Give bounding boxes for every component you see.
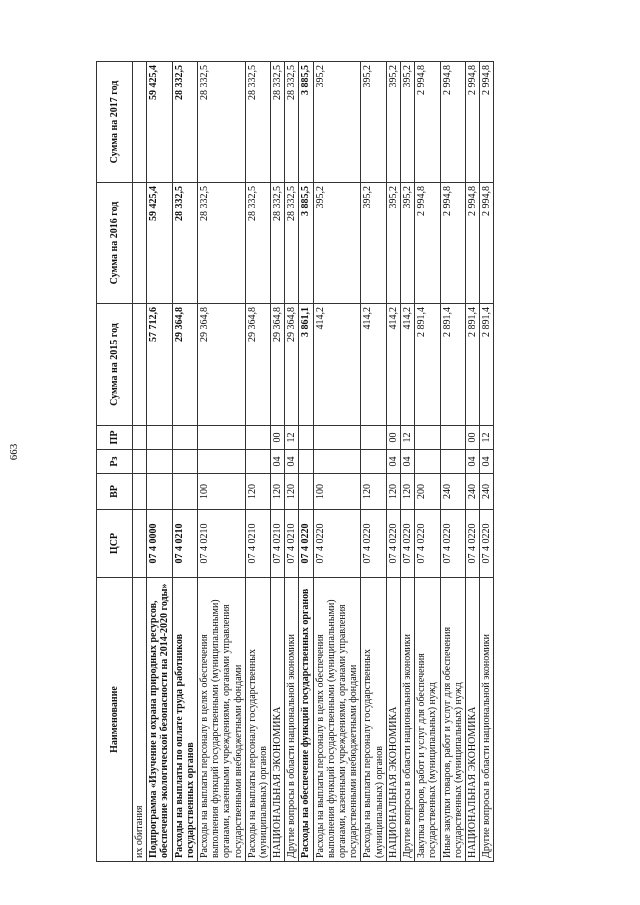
header-sum-2016: Сумма на 2016 год bbox=[97, 183, 133, 304]
cell-vr: 120 bbox=[386, 474, 400, 510]
cell-name: НАЦИОНАЛЬНАЯ ЭКОНОМИКА bbox=[386, 578, 400, 862]
cell-rz bbox=[415, 450, 440, 474]
cell-vr bbox=[147, 474, 172, 510]
cell-vr: 100 bbox=[197, 474, 245, 510]
table-row bbox=[245, 62, 270, 862]
table-body bbox=[133, 62, 494, 862]
cell-sum-2017: 28 332,5 bbox=[271, 62, 285, 183]
cell-sum-2016: 28 332,5 bbox=[245, 183, 270, 304]
cell-vr: 240 bbox=[480, 474, 494, 510]
cell-sum-2016: 28 332,5 bbox=[172, 183, 197, 304]
cell-name: НАЦИОНАЛЬНАЯ ЭКОНОМИКА bbox=[465, 578, 479, 862]
cell-name: Другие вопросы в области национальной экономики bbox=[400, 578, 414, 862]
page-number: 663 bbox=[8, 443, 20, 461]
table-row bbox=[133, 62, 147, 862]
cell-sum-2017: 395,2 bbox=[386, 62, 400, 183]
table-row bbox=[313, 62, 361, 862]
cell-sum-2017 bbox=[133, 62, 147, 183]
cell-csr: 07 4 0220 bbox=[400, 510, 414, 578]
cell-name: Расходы на выплаты персоналу в целях обеспечения выполнения функций государственными (муниципальными) органами, казенными учреждениями, органами управления государственными внебюджетными фондами bbox=[197, 578, 245, 862]
cell-vr: 120 bbox=[245, 474, 270, 510]
cell-csr: 07 4 0220 bbox=[386, 510, 400, 578]
table-row bbox=[400, 62, 414, 862]
cell-sum-2016: 28 332,5 bbox=[271, 183, 285, 304]
cell-sum-2017: 395,2 bbox=[400, 62, 414, 183]
cell-vr: 120 bbox=[400, 474, 414, 510]
cell-sum-2016: 395,2 bbox=[400, 183, 414, 304]
cell-sum-2015: 29 364,8 bbox=[172, 304, 197, 426]
cell-sum-2017: 28 332,5 bbox=[245, 62, 270, 183]
cell-csr: 07 4 0000 bbox=[147, 510, 172, 578]
cell-name: Подпрограмма «Изучение и охрана природных ресурсов, обеспечение экологической безопасности на 2014-2020 годы» bbox=[147, 578, 172, 862]
table-header-row bbox=[97, 62, 133, 862]
cell-sum-2015: 414,2 bbox=[313, 304, 361, 426]
cell-name: Другие вопросы в области национальной экономики bbox=[285, 578, 299, 862]
table-row bbox=[172, 62, 197, 862]
cell-pr bbox=[197, 426, 245, 450]
table-row bbox=[271, 62, 285, 862]
cell-sum-2016: 2 994,8 bbox=[465, 183, 479, 304]
cell-vr: 200 bbox=[415, 474, 440, 510]
cell-sum-2016: 2 994,8 bbox=[440, 183, 465, 304]
cell-csr: 07 4 0220 bbox=[299, 510, 313, 578]
cell-sum-2017: 2 994,8 bbox=[415, 62, 440, 183]
cell-pr: 00 bbox=[465, 426, 479, 450]
table-row bbox=[361, 62, 386, 862]
cell-csr: 07 4 0220 bbox=[465, 510, 479, 578]
cell-name: Другие вопросы в области национальной экономики bbox=[480, 578, 494, 862]
cell-pr bbox=[299, 426, 313, 450]
cell-sum-2016: 2 994,8 bbox=[480, 183, 494, 304]
cell-sum-2015: 2 891,4 bbox=[415, 304, 440, 426]
cell-sum-2015: 29 364,8 bbox=[245, 304, 270, 426]
cell-rz bbox=[133, 450, 147, 474]
header-rz: Рз bbox=[97, 450, 133, 474]
table-row bbox=[386, 62, 400, 862]
cell-sum-2017: 2 994,8 bbox=[440, 62, 465, 183]
cell-sum-2015 bbox=[133, 304, 147, 426]
cell-csr: 07 4 0210 bbox=[271, 510, 285, 578]
cell-name: Иные закупки товаров, работ и услуг для обеспечения государственных (муниципальных) нужд bbox=[440, 578, 465, 862]
cell-pr bbox=[245, 426, 270, 450]
header-name: Наименование bbox=[97, 578, 133, 862]
cell-rz bbox=[299, 450, 313, 474]
cell-name: Расходы на выплаты персоналу государственных (муниципальных) органов bbox=[361, 578, 386, 862]
cell-sum-2016: 2 994,8 bbox=[415, 183, 440, 304]
cell-vr: 240 bbox=[440, 474, 465, 510]
cell-csr: 07 4 0220 bbox=[415, 510, 440, 578]
cell-sum-2016: 395,2 bbox=[313, 183, 361, 304]
table-row bbox=[299, 62, 313, 862]
cell-sum-2017: 28 332,5 bbox=[197, 62, 245, 183]
table-row bbox=[415, 62, 440, 862]
cell-vr: 100 bbox=[313, 474, 361, 510]
cell-name: их обитания bbox=[133, 578, 147, 862]
cell-sum-2017: 3 885,5 bbox=[299, 62, 313, 183]
cell-rz: 04 bbox=[465, 450, 479, 474]
cell-csr: 07 4 0210 bbox=[245, 510, 270, 578]
cell-sum-2015: 2 891,4 bbox=[480, 304, 494, 426]
cell-rz bbox=[245, 450, 270, 474]
cell-rz: 04 bbox=[480, 450, 494, 474]
cell-csr: 07 4 0220 bbox=[440, 510, 465, 578]
cell-vr: 120 bbox=[271, 474, 285, 510]
cell-sum-2017: 59 425,4 bbox=[147, 62, 172, 183]
header-sum-2017: Сумма на 2017 год bbox=[97, 62, 133, 183]
cell-rz bbox=[440, 450, 465, 474]
cell-sum-2015: 3 861,1 bbox=[299, 304, 313, 426]
cell-sum-2015: 29 364,8 bbox=[271, 304, 285, 426]
cell-sum-2015: 2 891,4 bbox=[465, 304, 479, 426]
cell-sum-2015: 2 891,4 bbox=[440, 304, 465, 426]
cell-sum-2015: 414,2 bbox=[361, 304, 386, 426]
cell-vr: 120 bbox=[361, 474, 386, 510]
cell-pr: 00 bbox=[271, 426, 285, 450]
cell-pr bbox=[172, 426, 197, 450]
cell-pr bbox=[133, 426, 147, 450]
table-row bbox=[440, 62, 465, 862]
cell-pr: 00 bbox=[386, 426, 400, 450]
cell-vr bbox=[299, 474, 313, 510]
cell-sum-2017: 2 994,8 bbox=[465, 62, 479, 183]
cell-rz: 04 bbox=[285, 450, 299, 474]
cell-pr bbox=[313, 426, 361, 450]
table-row bbox=[465, 62, 479, 862]
cell-pr bbox=[440, 426, 465, 450]
cell-vr: 240 bbox=[465, 474, 479, 510]
cell-sum-2016 bbox=[133, 183, 147, 304]
table-row bbox=[147, 62, 172, 862]
cell-csr: 07 4 0220 bbox=[361, 510, 386, 578]
header-csr: ЦСР bbox=[97, 510, 133, 578]
header-sum-2015: Сумма на 2015 год bbox=[97, 304, 133, 426]
cell-sum-2016: 28 332,5 bbox=[197, 183, 245, 304]
cell-sum-2015: 414,2 bbox=[386, 304, 400, 426]
cell-name: Расходы на выплаты по оплате труда работников государственных органов bbox=[172, 578, 197, 862]
cell-sum-2017: 2 994,8 bbox=[480, 62, 494, 183]
cell-rz bbox=[361, 450, 386, 474]
cell-sum-2015: 29 364,8 bbox=[197, 304, 245, 426]
cell-name: Закупка товаров, работ и услуг для обеспечения государственных (муниципальных) нужд bbox=[415, 578, 440, 862]
cell-sum-2016: 395,2 bbox=[361, 183, 386, 304]
cell-name: НАЦИОНАЛЬНАЯ ЭКОНОМИКА bbox=[271, 578, 285, 862]
cell-sum-2015: 29 364,8 bbox=[285, 304, 299, 426]
cell-sum-2016: 3 885,5 bbox=[299, 183, 313, 304]
cell-pr: 12 bbox=[400, 426, 414, 450]
rotated-table-container bbox=[96, 61, 494, 862]
cell-name: Расходы на выплаты персоналу государственных (муниципальных) органов bbox=[245, 578, 270, 862]
cell-vr: 120 bbox=[285, 474, 299, 510]
cell-rz bbox=[147, 450, 172, 474]
cell-csr: 07 4 0210 bbox=[197, 510, 245, 578]
budget-table bbox=[96, 61, 494, 862]
cell-sum-2017: 28 332,5 bbox=[285, 62, 299, 183]
cell-sum-2017: 395,2 bbox=[361, 62, 386, 183]
cell-pr: 12 bbox=[480, 426, 494, 450]
cell-csr: 07 4 0210 bbox=[172, 510, 197, 578]
cell-pr: 12 bbox=[285, 426, 299, 450]
cell-csr bbox=[133, 510, 147, 578]
cell-pr bbox=[361, 426, 386, 450]
cell-sum-2016: 395,2 bbox=[386, 183, 400, 304]
table-row bbox=[197, 62, 245, 862]
cell-rz: 04 bbox=[400, 450, 414, 474]
header-vr: ВР bbox=[97, 474, 133, 510]
table-row bbox=[480, 62, 494, 862]
cell-vr bbox=[172, 474, 197, 510]
cell-rz: 04 bbox=[386, 450, 400, 474]
cell-sum-2016: 28 332,5 bbox=[285, 183, 299, 304]
cell-rz bbox=[197, 450, 245, 474]
cell-csr: 07 4 0220 bbox=[313, 510, 361, 578]
cell-rz bbox=[172, 450, 197, 474]
cell-sum-2017: 28 332,5 bbox=[172, 62, 197, 183]
cell-sum-2017: 395,2 bbox=[313, 62, 361, 183]
cell-vr bbox=[133, 474, 147, 510]
cell-sum-2015: 57 712,6 bbox=[147, 304, 172, 426]
cell-sum-2015: 414,2 bbox=[400, 304, 414, 426]
cell-name: Расходы на выплаты персоналу в целях обеспечения выполнения функций государственными (муниципальными) органами, казенными учреждениями, органами управления государственными внебюджетными фондами bbox=[313, 578, 361, 862]
table-row bbox=[285, 62, 299, 862]
cell-sum-2016: 59 425,4 bbox=[147, 183, 172, 304]
cell-pr bbox=[147, 426, 172, 450]
cell-name: Расходы на обеспечение функций государственных органов bbox=[299, 578, 313, 862]
cell-csr: 07 4 0220 bbox=[480, 510, 494, 578]
header-pr: ПР bbox=[97, 426, 133, 450]
cell-rz: 04 bbox=[271, 450, 285, 474]
cell-pr bbox=[415, 426, 440, 450]
cell-rz bbox=[313, 450, 361, 474]
cell-csr: 07 4 0210 bbox=[285, 510, 299, 578]
